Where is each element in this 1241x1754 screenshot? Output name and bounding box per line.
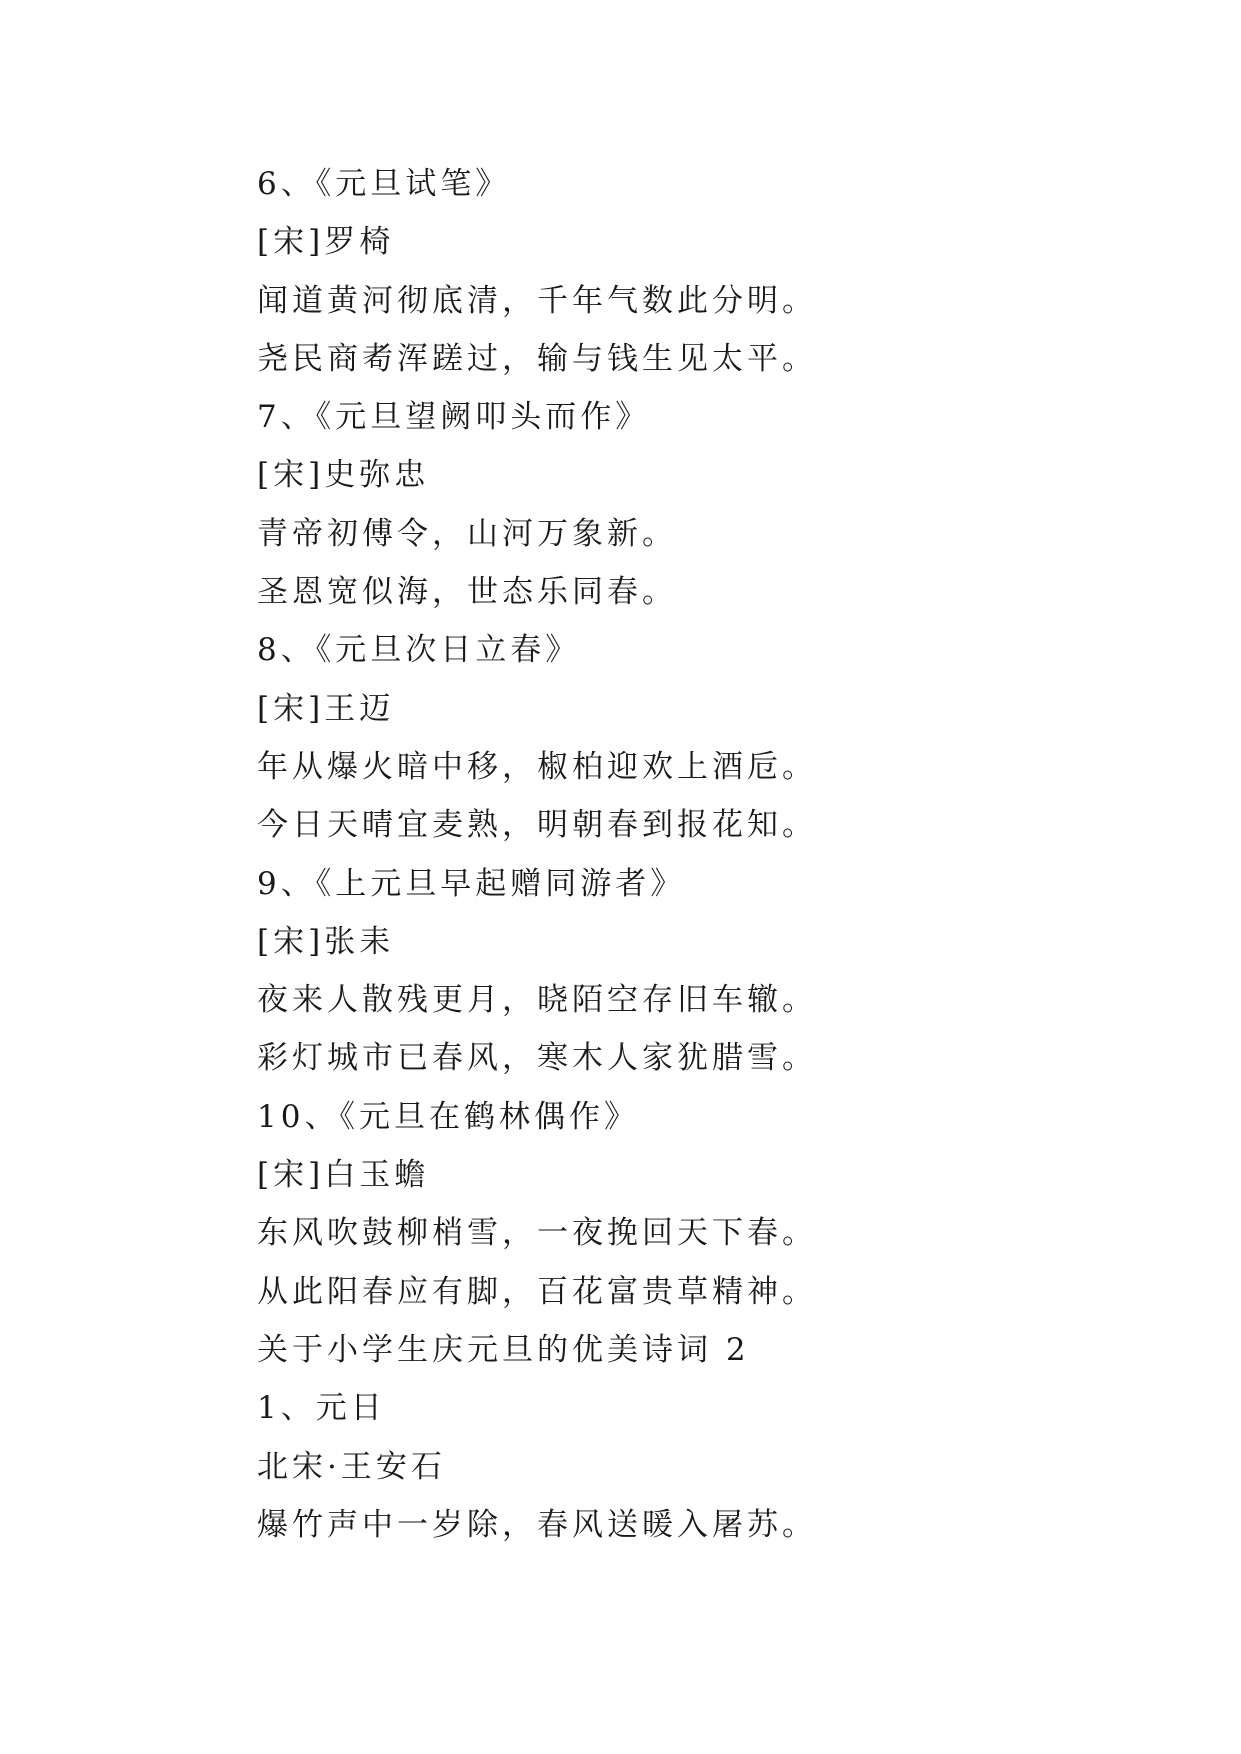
poem-line: 青帝初傅令，山河万象新。 [257, 515, 677, 552]
poem-line: 闻道黄河彻底清，千年气数此分明。 [257, 282, 817, 319]
poem-line: 夜来人散残更月，晓陌空存旧车辙。 [257, 982, 817, 1019]
poem-line: 从此阳春应有脚，百花富贵草精神。 [257, 1273, 817, 1310]
poem-line: 爆竹声中一岁除，春风送暖入屠苏。 [257, 1506, 817, 1543]
poem-author: [宋]罗椅 [257, 224, 395, 261]
poem-title: 10、《元旦在鹤林偶作》 [257, 1098, 639, 1135]
poem-title: 9、《上元旦早起赠同游者》 [257, 865, 686, 902]
poem-text-block [257, 155, 1157, 1554]
poem-author: [宋]张耒 [257, 923, 395, 960]
poem-line: 尧民商耇浑蹉过，输与钱生见太平。 [257, 340, 817, 377]
poem-author: [宋]王迈 [257, 690, 395, 727]
poem-title: 6、《元旦试笔》 [257, 166, 511, 202]
section-heading: 关于小学生庆元旦的优美诗词 2 [257, 1331, 750, 1368]
poem-line: 圣恩宽似海，世态乐同春。 [257, 574, 677, 611]
poem-line: 年从爆火暗中移，椒柏迎欢上酒卮。 [257, 748, 817, 785]
poem-line: 彩灯城市已春风，寒木人家犹腊雪。 [257, 1040, 817, 1077]
poem-author: [宋]白玉蟾 [257, 1157, 430, 1194]
poem-line: 今日天晴宜麦熟，明朝春到报花知。 [257, 807, 817, 844]
poem-title: 1、元日 [257, 1390, 386, 1427]
poem-author: 北宋·王安石 [257, 1448, 446, 1485]
poem-author: [宋]史弥忠 [257, 457, 430, 494]
poem-title: 7、《元旦望阙叩头而作》 [257, 399, 651, 436]
poem-line: 东风吹鼓柳梢雪，一夜挽回天下春。 [257, 1215, 817, 1252]
poem-title: 8、《元旦次日立春》 [257, 632, 581, 669]
